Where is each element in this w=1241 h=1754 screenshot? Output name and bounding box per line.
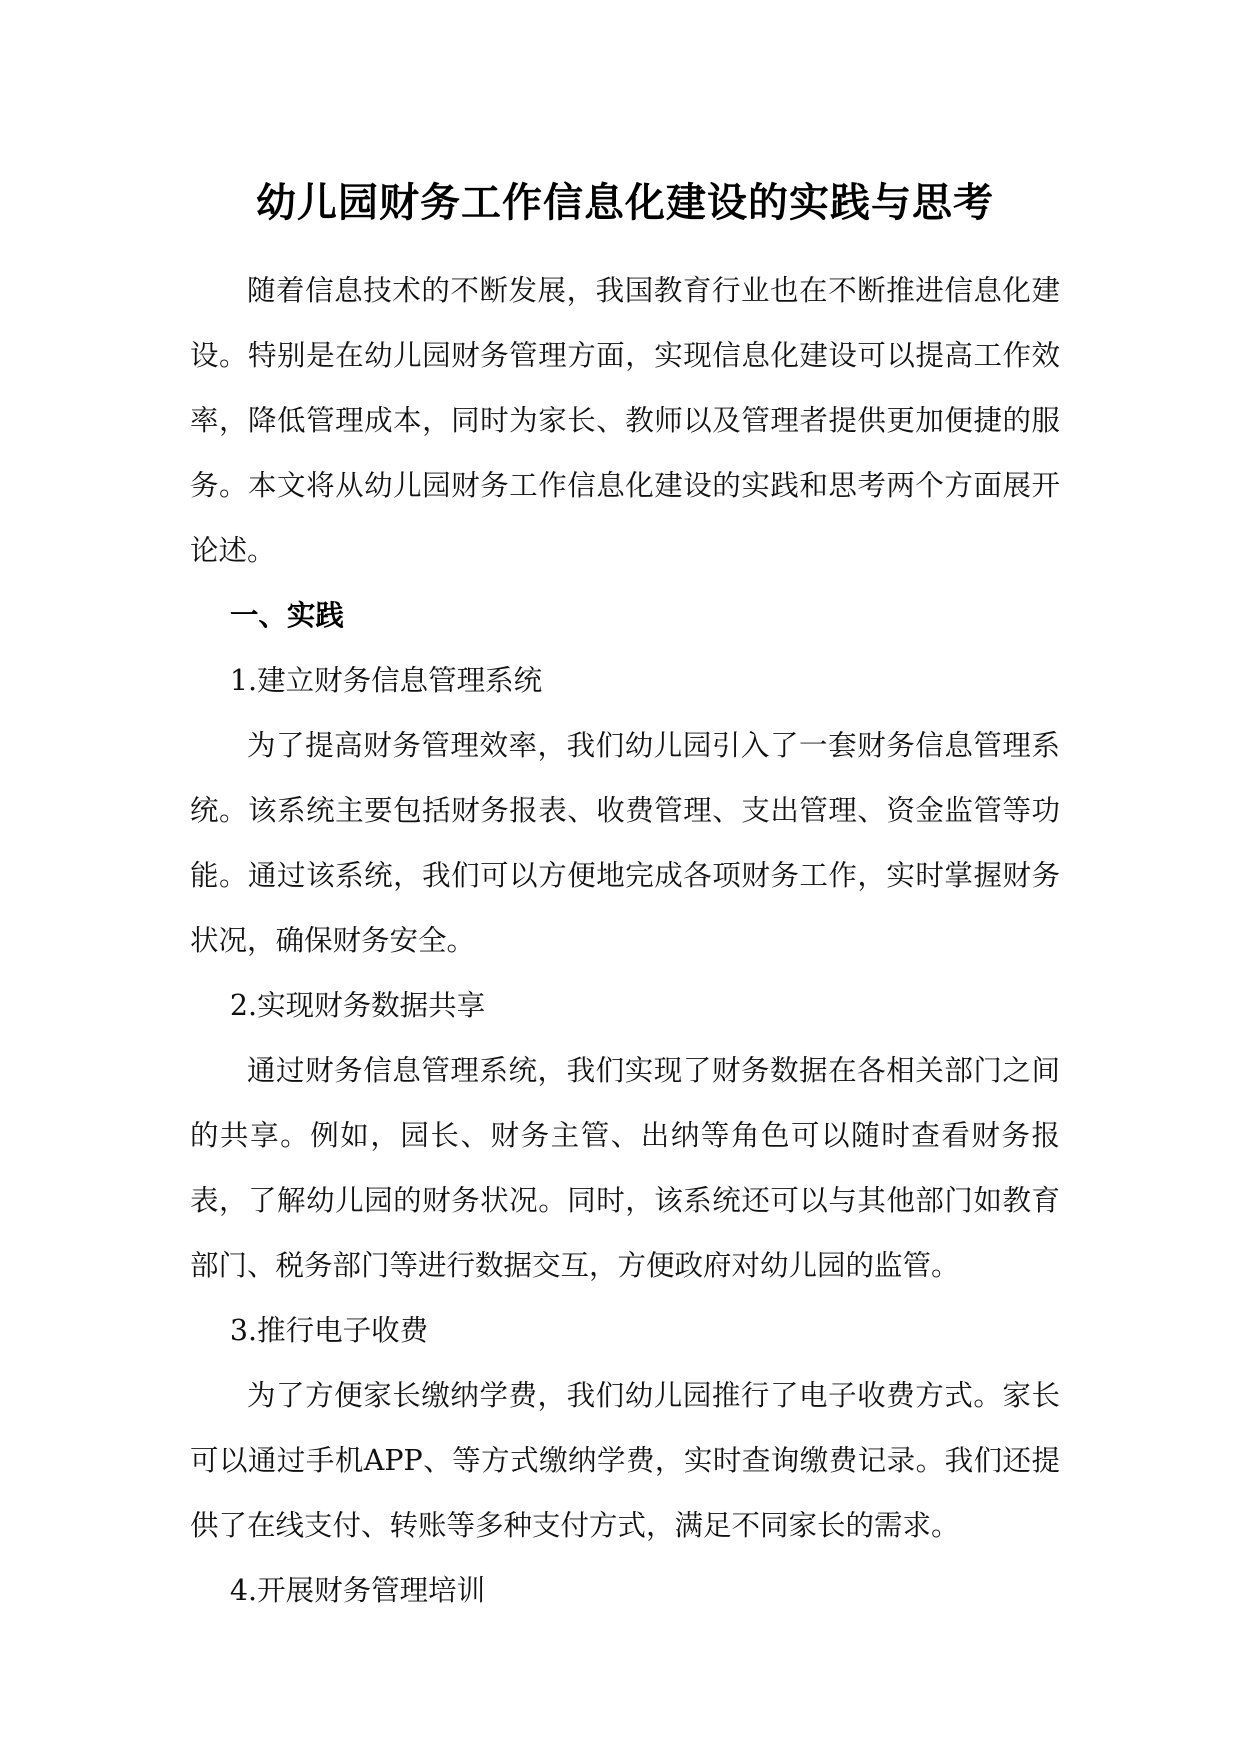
item-2-heading: 2.实现财务数据共享 bbox=[229, 989, 486, 1022]
item-1-paragraph: 为了提高财务管理效率，我们幼儿园引入了一套财务信息管理系统。该系统主要包括财务报表、收费管理、支出管理、资金监管等功能。通过该系统，我们可以方便地完成各项财务工作，实时掌握财务状况，确保财务安全。 bbox=[190, 729, 1060, 957]
item-3-paragraph: 为了方便家长缴纳学费，我们幼儿园推行了电子收费方式。家长可以通过手机APP、等方式缴纳学费，实时查询缴费记录。我们还提供了在线支付、转账等多种支付方式，满足不同家长的需求。 bbox=[190, 1379, 1060, 1542]
item-4-heading: 4.开展财务管理培训 bbox=[229, 1574, 486, 1607]
item-2-paragraph: 通过财务信息管理系统，我们实现了财务数据在各相关部门之间的共享。例如，园长、财务主管、出纳等角色可以随时查看财务报表，了解幼儿园的财务状况。同时，该系统还可以与其他部门如教育部门、税务部门等进行数据交互，方便政府对幼儿园的监管。 bbox=[190, 1054, 1060, 1282]
section-heading-practice: 一、实践 bbox=[229, 599, 344, 632]
intro-paragraph: 随着信息技术的不断发展，我国教育行业也在不断推进信息化建设。特别是在幼儿园财务管理方面，实现信息化建设可以提高工作效率，降低管理成本，同时为家长、教师以及管理者提供更加便捷的服务。本文将从幼儿园财务工作信息化建设的实践和思考两个方面展开论述。 bbox=[190, 274, 1060, 567]
document-title: 幼儿园财务工作信息化建设的实践与思考 bbox=[256, 180, 994, 226]
document-content bbox=[190, 168, 1060, 1623]
item-3-heading: 3.推行电子收费 bbox=[229, 1314, 429, 1347]
item-1-heading: 1.建立财务信息管理系统 bbox=[229, 664, 543, 697]
